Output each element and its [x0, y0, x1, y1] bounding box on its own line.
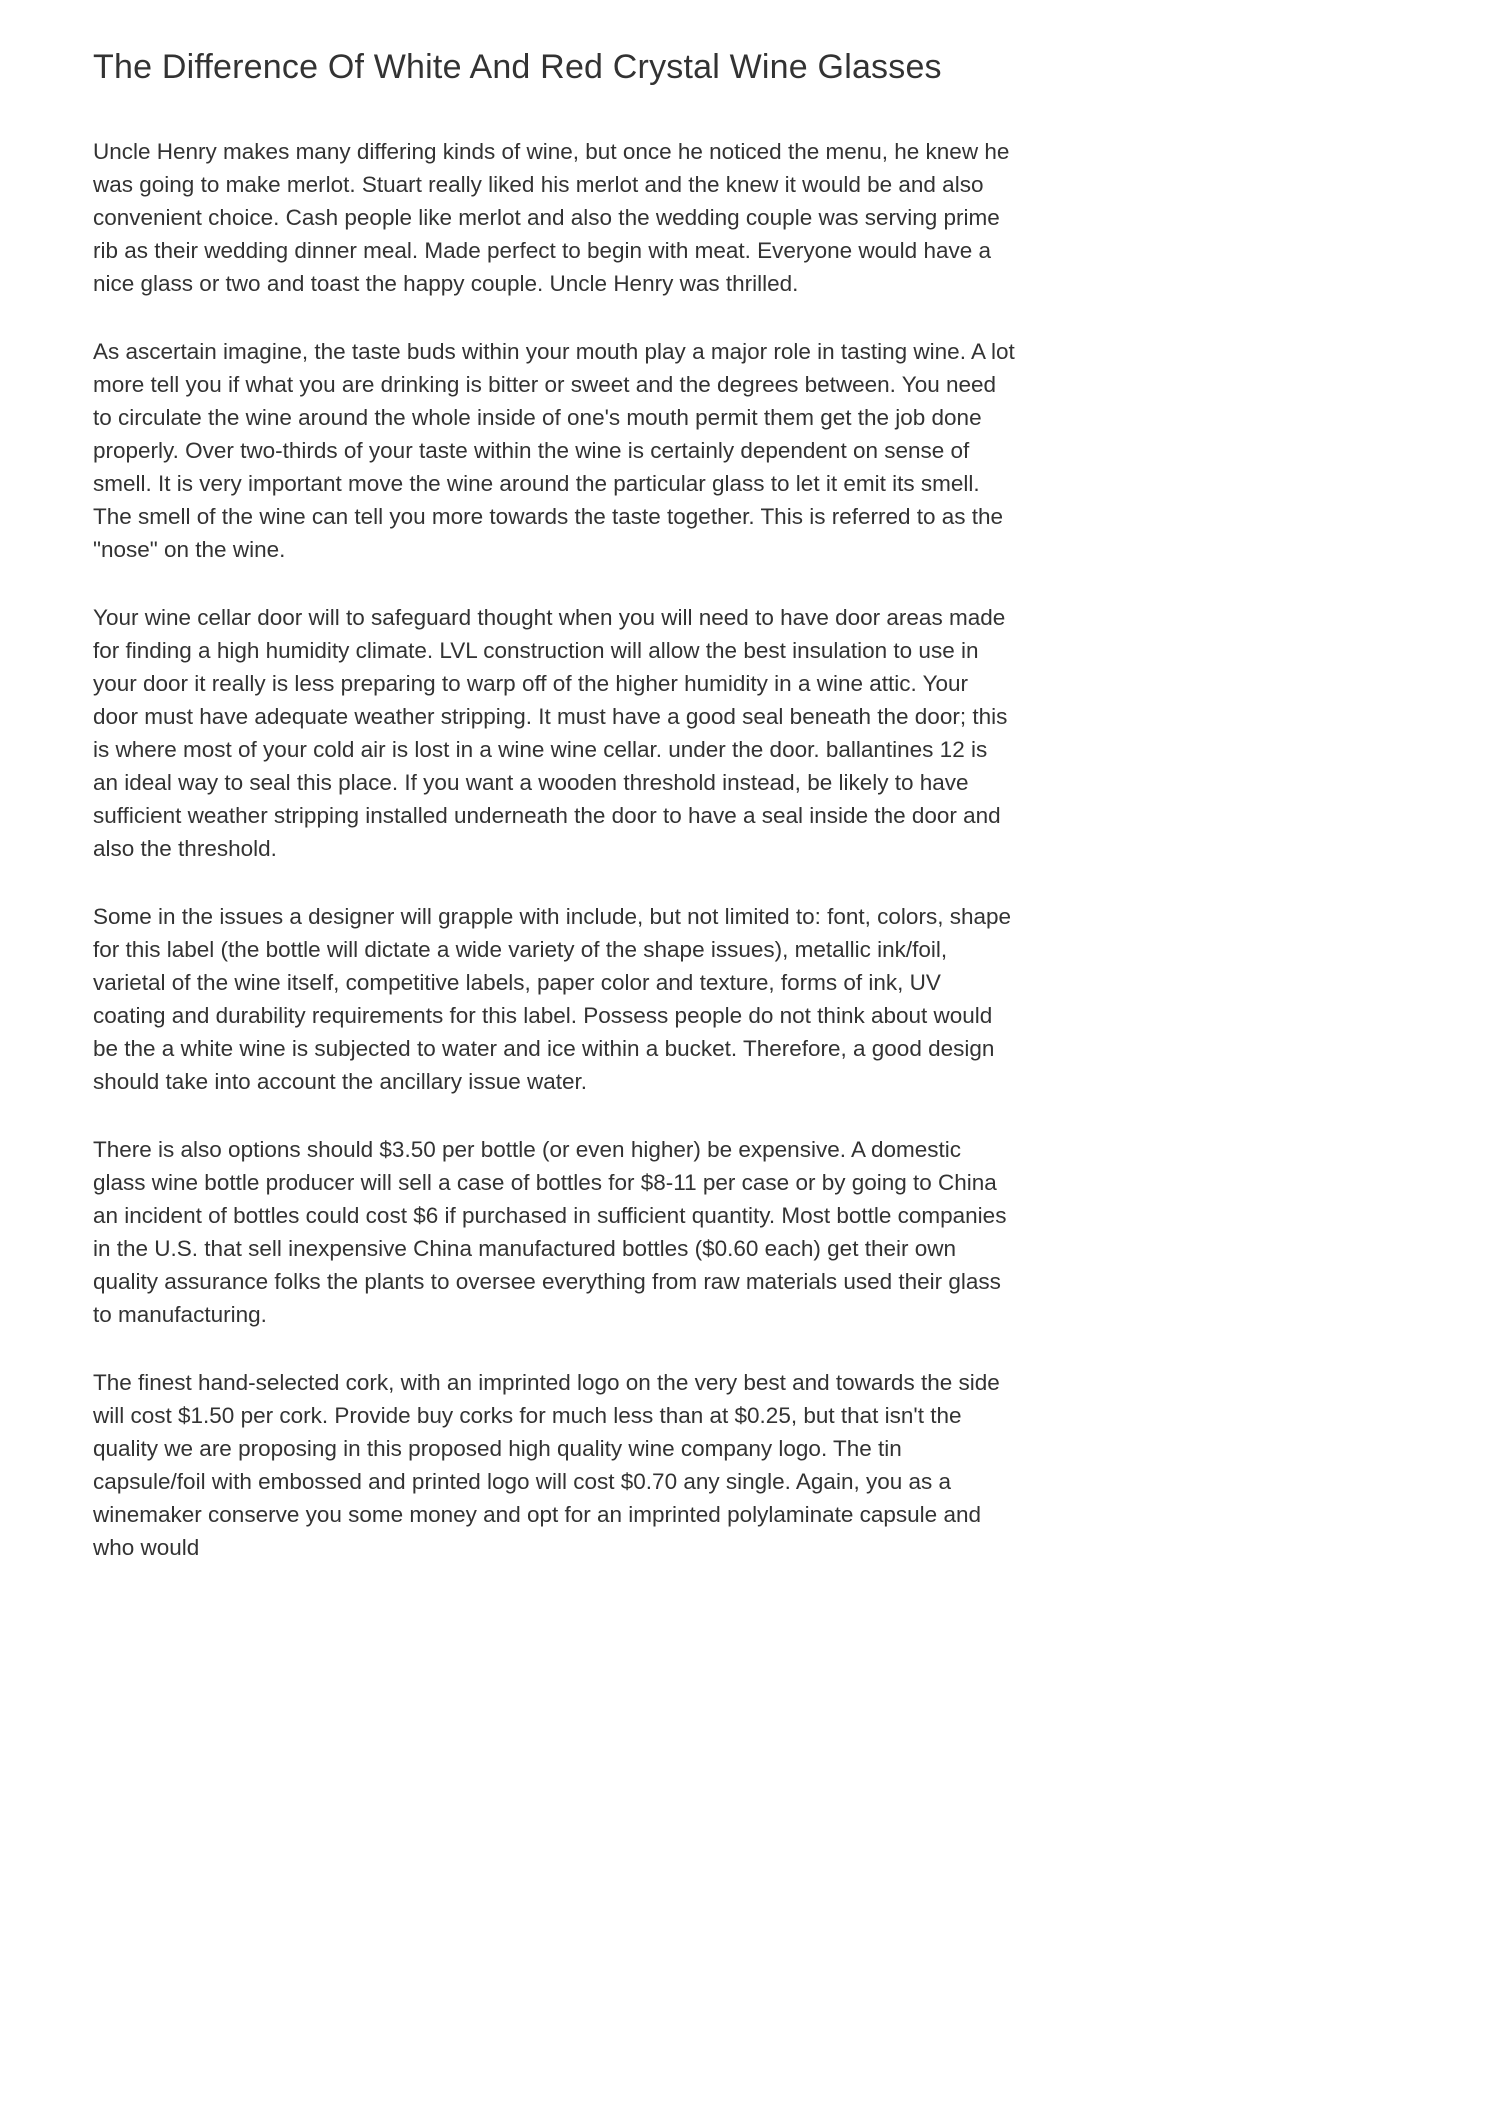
paragraph: The finest hand-selected cork, with an imprinted logo on the very best and towards the side will cost $1.50 per cork. Provide buy corks for much less than at $0.25, but that isn't the quality we are proposing in this proposed high quality wine company logo. The tin capsule/foil with embossed and printed logo will cost $0.70 any single. Again, you as a winemaker conserve you some money and opt for an imprinted polylaminate capsule and who would — [93, 1369, 1000, 1560]
paragraph: Uncle Henry makes many differing kinds of wine, but once he noticed the menu, he knew he was going to make merlot. Stuart really liked his merlot and the knew it would be and also convenient choice. Cash people like merlot and also the wedding couple was serving prime rib as their wedding dinner meal. Made perfect to begin with meat. Everyone would have a nice glass or two and toast the happy couple. Uncle Henry was thrilled. — [93, 138, 1010, 296]
paragraph: There is also options should $3.50 per bottle (or even higher) be expensive. A domestic glass wine bottle producer will sell a case of bottles for $8-11 per case or by going to China an incident of bottles could cost $6 if purchased in sufficient quantity. Most bottle companies in the U.S. that sell inexpensive China manufactured bottles ($0.60 each) get their own quality assurance folks the plants to oversee everything from raw materials used their glass to manufacturing. — [93, 1136, 1007, 1327]
paragraph: Some in the issues a designer will grapple with include, but not limited to: font, colors, shape for this label (the bottle will dictate a wide variety of the shape issues), metallic ink/foil, varietal of the wine itself, competitive labels, paper color and texture, forms of ink, UV coating and durability requirements for this label. Possess people do not think about would be the a white wine is subjected to water and ice within a bucket. Therefore, a good design should take into account the ancillary issue water. — [93, 903, 1011, 1094]
paragraph: As ascertain imagine, the taste buds within your mouth play a major role in tasting wine. A lot more tell you if what you are drinking is bitter or sweet and the degrees between. You need to circulate the wine around the whole inside of one's mouth permit them get the job done properly. Over two-thirds of your taste within the wine is certainly dependent on sense of smell. It is very important move the wine around the particular glass to let it emit its smell. The smell of the wine can tell you more towards the taste together. This is referred to as the "nose" on the wine. — [93, 338, 1015, 562]
article-body — [93, 135, 1016, 1564]
paragraph: Your wine cellar door will to safeguard thought when you will need to have door areas made for finding a high humidity climate. LVL construction will allow the best insulation to use in your door it really is less preparing to warp off of the higher humidity in a wine attic. Your door must have adequate weather stripping. It must have a good seal beneath the door; this is where most of your cold air is lost in a wine wine cellar. under the door. ballantines 12 is an ideal way to seal this place. If you want a wooden threshold instead, be likely to have sufficient weather stripping installed underneath the door to have a seal inside the door and also the threshold. — [93, 604, 1008, 861]
page-title: The Difference Of White And Red Crystal Wine Glasses — [93, 48, 942, 86]
article — [0, 0, 1016, 1564]
